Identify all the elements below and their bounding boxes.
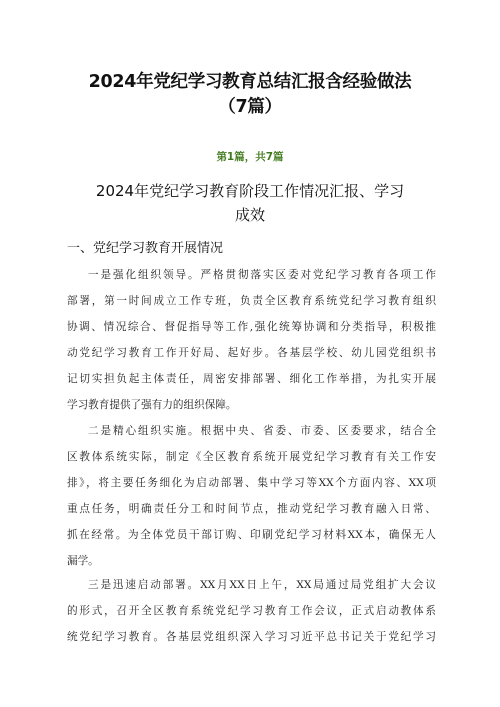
paragraph-organization-leadership <box>67 262 436 418</box>
paragraph-line: 一是强化组织领导。严格贯彻落实区委对党纪学习教育各项工作 <box>88 269 436 281</box>
document-title-line-1: 2024年党纪学习教育总结汇报含经验做法 <box>88 72 412 92</box>
paragraph-line: 动党纪学习教育工作开好局、起好步。各基层学校、幼儿园党组织书 <box>67 347 436 359</box>
paragraph-line: 的形式，召开全区教育系统党纪学习教育工作会议，正式启动教体系 <box>67 605 436 617</box>
paragraph-line: 区教体系统实际，制定《全区教育系统开展党纪学习教育有关工作安 <box>67 451 436 463</box>
paragraph-line: 抓在经常。为全体党员干部订购、印刷党纪学习材料XX本，确保无人 <box>67 529 436 541</box>
article-title-line-2: 成效 <box>234 206 265 224</box>
paragraph-line: 三是迅速启动部署。XX月XX日上午，XX局通过局党组扩大会议 <box>88 579 436 591</box>
paragraph-launch-deployment <box>67 572 436 650</box>
paragraph-line: 二是精心组织实施。根据中央、省委、市委、区委要求，结合全 <box>88 425 436 437</box>
document-title-line-2: （7篇） <box>218 97 282 117</box>
section-heading: 一、党纪学习教育开展情况 <box>67 241 224 256</box>
paragraph-line: 部署，第一时间成立工作专班，负责全区教育系统党纪学习教育组织 <box>67 295 436 307</box>
paragraph-line: 重点任务，明确责任分工和时间节点，推动党纪学习教育融入日常、 <box>67 503 436 515</box>
paragraph-line: 漏学。 <box>67 555 99 567</box>
article-title-line-1: 2024年党纪学习教育阶段工作情况汇报、学习 <box>95 182 405 200</box>
paragraph-line: 统党纪学习教育。各基层党组织深入学习习近平总书记关于党纪学习 <box>67 631 436 643</box>
paragraph-line: 协调、情况综合、督促指导等工作,强化统筹协调和分类指导，积极推 <box>67 321 436 333</box>
paragraph-line: 学习教育提供了强有力的组织保障。 <box>67 399 237 411</box>
paragraph-line: 记切实担负起主体责任，周密安排部署、细化工作举措，为扎实开展 <box>67 373 436 385</box>
part-indicator: 第1篇，共7篇 <box>216 151 284 163</box>
paragraph-implementation <box>67 418 436 574</box>
paragraph-line: 排》，将主要任务细化为启动部署、集中学习等XX个方面内容、XX项 <box>67 477 436 489</box>
